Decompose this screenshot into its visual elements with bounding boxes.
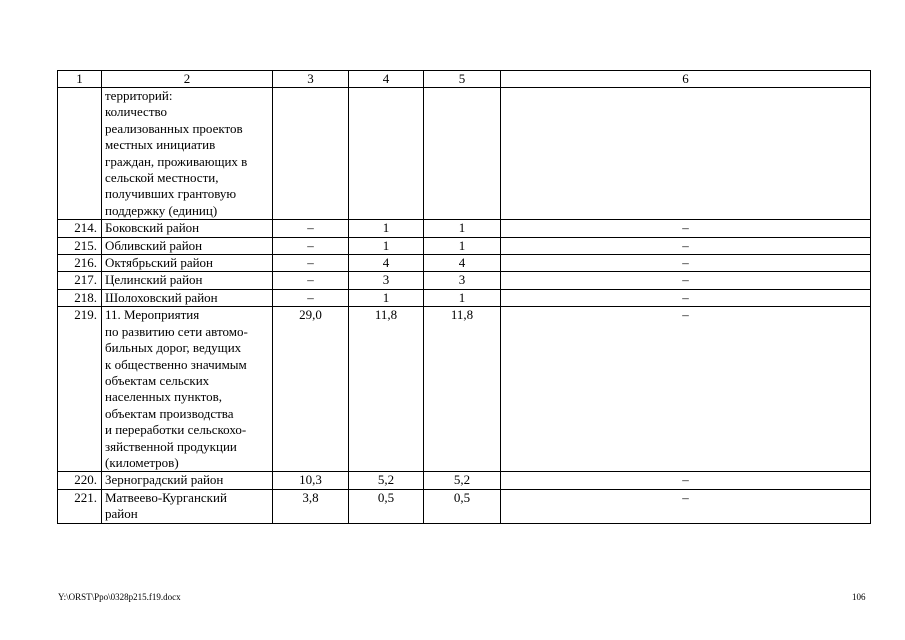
row-name: Обливский район — [102, 237, 273, 254]
col5-value — [424, 88, 501, 220]
col5-value: 1 — [424, 289, 501, 306]
table-row — [58, 237, 871, 254]
col6-value: – — [501, 237, 871, 254]
row-number: 216. — [58, 255, 102, 272]
col5-value: 1 — [424, 237, 501, 254]
col4-value: 11,8 — [349, 307, 424, 472]
col4-value: 3 — [349, 272, 424, 289]
page-number: 106 — [852, 592, 866, 602]
row-number: 215. — [58, 237, 102, 254]
col5-value: 1 — [424, 220, 501, 237]
col5-value: 5,2 — [424, 472, 501, 489]
table-row — [58, 489, 871, 523]
header-cell: 1 — [58, 71, 102, 88]
row-number: 221. — [58, 489, 102, 523]
header-cell: 4 — [349, 71, 424, 88]
col4-value: 0,5 — [349, 489, 424, 523]
col6-value: – — [501, 255, 871, 272]
table-header-row — [58, 71, 871, 88]
footer-file-path: Y:\ORST\Ppo\0328p215.f19.docx — [58, 592, 181, 602]
col3-value: – — [273, 272, 349, 289]
row-number: 219. — [58, 307, 102, 472]
col5-value: 3 — [424, 272, 501, 289]
header-cell: 5 — [424, 71, 501, 88]
col6-value: – — [501, 307, 871, 472]
data-table — [57, 70, 871, 524]
col3-value: 10,3 — [273, 472, 349, 489]
col6-value — [501, 88, 871, 220]
col3-value: 3,8 — [273, 489, 349, 523]
col4-value — [349, 88, 424, 220]
header-cell: 6 — [501, 71, 871, 88]
row-name: Целинский район — [102, 272, 273, 289]
col6-value: – — [501, 220, 871, 237]
row-number: 218. — [58, 289, 102, 306]
table-row — [58, 289, 871, 306]
col6-value: – — [501, 272, 871, 289]
col6-value: – — [501, 289, 871, 306]
col5-value: 0,5 — [424, 489, 501, 523]
col4-value: 1 — [349, 220, 424, 237]
col3-value: – — [273, 255, 349, 272]
header-cell: 3 — [273, 71, 349, 88]
table-row — [58, 255, 871, 272]
row-name: Шолоховский район — [102, 289, 273, 306]
table-row — [58, 88, 871, 220]
col5-value: 4 — [424, 255, 501, 272]
row-number: 220. — [58, 472, 102, 489]
row-name: Зерноградский район — [102, 472, 273, 489]
row-number: 217. — [58, 272, 102, 289]
row-name: Боковский район — [102, 220, 273, 237]
row-name: Октябрьский район — [102, 255, 273, 272]
row-name: территорий: количество реализованных проектов местных инициатив граждан, проживающих в сельской местности, получивших грантовую поддержку (единиц) — [102, 88, 273, 220]
col3-value — [273, 88, 349, 220]
col4-value: 5,2 — [349, 472, 424, 489]
table-row — [58, 472, 871, 489]
table-row — [58, 220, 871, 237]
row-number: 214. — [58, 220, 102, 237]
col3-value: – — [273, 220, 349, 237]
col3-value: – — [273, 237, 349, 254]
col3-value: – — [273, 289, 349, 306]
row-number — [58, 88, 102, 220]
col6-value: – — [501, 472, 871, 489]
table-row — [58, 272, 871, 289]
row-name: Матвеево-Курганский район — [102, 489, 273, 523]
row-name: 11. Мероприятия по развитию сети автомо- бильных дорог, ведущих к общественно значимым объектам сельских населенных пунктов, объектам производства и переработки сельскохо- зяйственной продукции (километров) — [102, 307, 273, 472]
table-row — [58, 307, 871, 472]
col5-value: 11,8 — [424, 307, 501, 472]
col3-value: 29,0 — [273, 307, 349, 472]
col4-value: 1 — [349, 289, 424, 306]
col4-value: 1 — [349, 237, 424, 254]
header-cell: 2 — [102, 71, 273, 88]
col6-value: – — [501, 489, 871, 523]
col4-value: 4 — [349, 255, 424, 272]
